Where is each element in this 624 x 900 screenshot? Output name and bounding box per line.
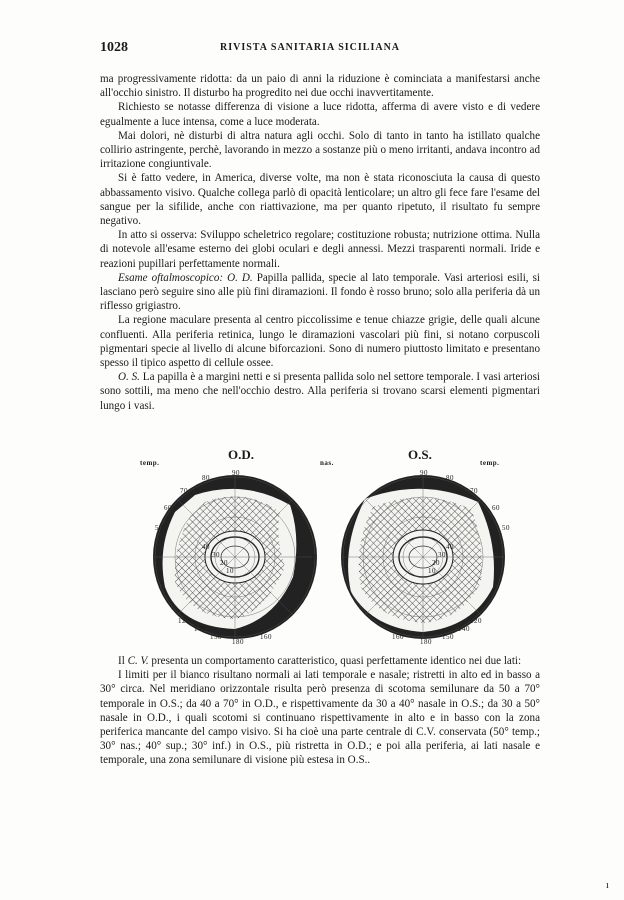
- text-block-history: [100, 72, 540, 413]
- scale-tick: 150: [210, 633, 222, 641]
- scale-tick: 180: [420, 638, 432, 646]
- title-od: O.D.: [228, 447, 254, 462]
- scale-tick: 50: [155, 524, 163, 532]
- scale-tick: 140: [194, 625, 206, 633]
- scale-tick: 60: [164, 504, 172, 512]
- paragraph-ophthalmoscopy-os: [100, 370, 540, 413]
- margin-mark: ı: [606, 880, 609, 891]
- paragraph: In atto si osserva: Sviluppo scheletrico regolare; costituzione robusta; nutrizione ottima. Nulla di notevole all'esame esterno dei globi oculari e degli annessi. Mezzi trasparenti normali. Iride e reazioni pupillari perfettamente normali.: [100, 229, 540, 270]
- paragraph: ma progressivamente ridotta: da un paio di anni la riduzione è cominciata a manifestarsi anche all'occhio sinistro. Il disturbo ha progredito nei due occhi inavvertitamente.: [100, 73, 540, 100]
- visual-field-drawing: [140, 447, 520, 647]
- visual-field-figure: [140, 447, 520, 647]
- scale-tick: 50: [502, 524, 510, 532]
- scale-tick: 120: [178, 617, 190, 625]
- scale-tick: 10: [428, 567, 436, 575]
- scale-tick: 10: [226, 567, 234, 575]
- scale-tick: 90: [420, 469, 428, 477]
- scale-tick: 180: [232, 638, 244, 646]
- scale-tick: 120: [470, 617, 482, 625]
- scale-tick: 30: [212, 551, 220, 559]
- italic-label-cv: C. V.: [127, 655, 149, 667]
- scale-tick: 40: [446, 543, 454, 551]
- scale-tick: 20: [432, 559, 440, 567]
- scale-tick: 160: [260, 633, 272, 641]
- paragraph: Si è fatto vedere, in America, diverse volte, ma non è stata riconosciuta la causa di questo abbassamento visivo. Qualche collega parlò di opacità lenticolare; un altro gli fece fare l'esame del sangue per la sifilide, anche con riattivazione, ma per quanto ripetuto, il risultato fu sempre negativo.: [100, 172, 540, 228]
- label-temp-right: temp.: [480, 459, 500, 467]
- paragraph: Mai dolori, nè disturbi di altra natura agli occhi. Solo di tanto in tanto ha istillato qualche collirio astringente, perchè, lavorando in mezzo a sostanze più o meno irritanti, andava incontro ad irritazione congiuntivale.: [100, 129, 540, 171]
- field-chart-od: [153, 475, 317, 639]
- scale-tick: 70: [180, 487, 188, 495]
- field-chart-os: [341, 475, 505, 639]
- scale-tick: 160: [392, 633, 404, 641]
- scale-tick: 90: [232, 469, 240, 477]
- scale-tick: 80: [202, 474, 210, 482]
- title-os: O.S.: [408, 447, 432, 462]
- label-nas: nas.: [320, 459, 334, 467]
- italic-label-od: O. D.: [227, 271, 253, 284]
- italic-label-esame: Esame oftalmoscopico:: [118, 271, 224, 284]
- page-number: 1028: [100, 40, 128, 55]
- paragraph: I limiti per il bianco risultano normali ai lati temporale e nasale; ristretti in alto ed in basso a 30° circa. Nel meridiano orizzontale risulta però presenza di scotoma semilunare da 50 a 70° temporale in O.S.; da 40 a 70° in O.D., e rispettivamente da 30 a 40° nasale in O.S.; da 30 a 50° nasale in O.D., i quali scotomi si continuano rispettivamente in alto e in basso con la zona periferica mancante del campo visivo. Si ha cioè una parte centrale di C.V. conservata (50° temp.; 30° nas.; 40° sup.; 30° inf.) in O.S., più ristretta in O.D.; e poi alla periferia, ai lati nasale e temporale, una zona semilunare di visione più estesa in O.S..: [100, 669, 540, 767]
- scale-tick: 0: [312, 553, 316, 561]
- page-header: [100, 40, 540, 60]
- os-grid: [341, 475, 505, 639]
- scale-tick: 60: [492, 504, 500, 512]
- text-fragment: Il: [118, 655, 125, 667]
- scale-tick: 40: [202, 543, 210, 551]
- paragraph-ophthalmoscopy-od: [100, 271, 540, 314]
- text-fragment: presenta un comportamento caratteristico, quasi perfettamente identico nei due lati:: [151, 655, 522, 667]
- text-block-visual-field: [100, 654, 540, 768]
- scale-tick: 20: [220, 559, 228, 567]
- paragraph-text: La papilla è a margini netti e si presenta pallida solo nel settore temporale. I vasi arteriosi sono sottili, ma meno che nell'occhio destro. Alla periferia si trovano scarsi elementi pigmentari lungo i vasi.: [100, 371, 541, 412]
- scale-tick: 0: [345, 553, 349, 561]
- italic-label-os: O. S.: [118, 371, 140, 384]
- label-temp-left: temp.: [140, 459, 160, 467]
- paragraph-text: Papilla pallida, specie al lato temporale. Vasi arteriosi esili, si lasciano però seguire sino alle più fini diramazioni. Il fondo è rosso bruno; solo alla periferia dà un riflesso grigiastro.: [100, 271, 540, 313]
- scale-tick: 140: [458, 625, 470, 633]
- paragraph: Richiesto se notasse differenza di visione a luce ridotta, afferma di avere visto e di vedere egualmente a luce intensa, come a luce moderata.: [100, 101, 540, 128]
- scale-tick: 30: [438, 551, 446, 559]
- paragraph: La regione maculare presenta al centro piccolissime e tenue chiazze grigie, delle quali alcune confluenti. Alla periferia retinica, lungo le diramazioni vascolari più fini, si notano corpuscoli pigmentari specie al livello di alcune biforcazioni. Sono di numero piuttosto limitato e presentano spesso il tipico aspetto di cellule ossee.: [100, 314, 540, 370]
- scale-tick: 70: [470, 487, 478, 495]
- scale-tick: 80: [446, 474, 454, 482]
- scale-tick: 150: [442, 633, 454, 641]
- running-title: RIVISTA SANITARIA SICILIANA: [220, 42, 401, 53]
- paragraph-cv-intro: [100, 654, 540, 668]
- od-grid: [153, 475, 317, 639]
